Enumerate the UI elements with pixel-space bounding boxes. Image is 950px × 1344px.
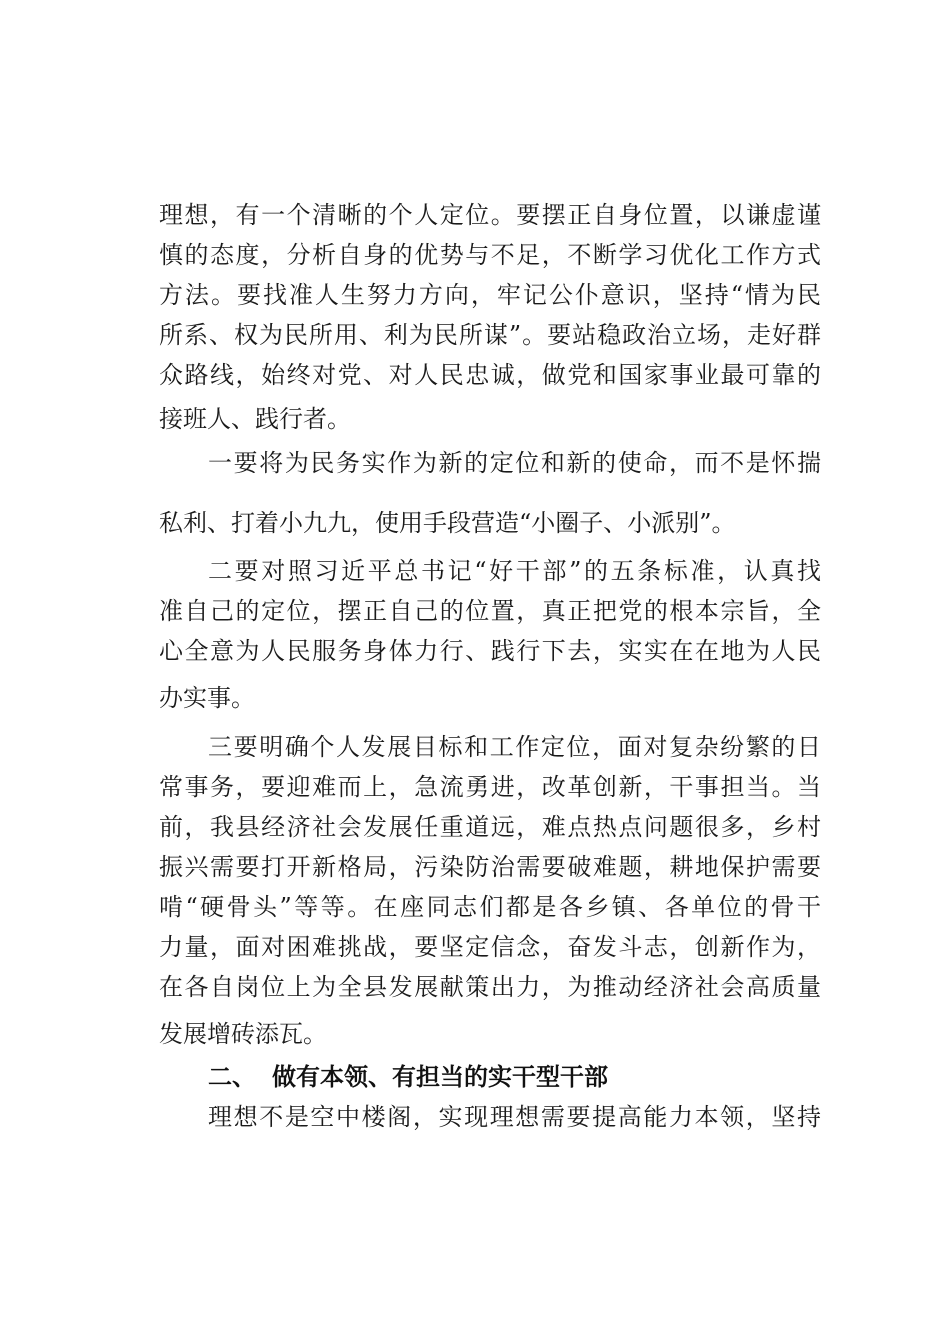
text-line: 方法。要找准人生努力方向，牢记公仆意识，坚持“情为民 xyxy=(159,281,821,309)
text-line: 一要将为民务实作为新的定位和新的使命，而不是怀揣 xyxy=(208,449,821,477)
text-line: 接班人、践行者。 xyxy=(159,405,351,433)
text-line: 所系、权为民所用、利为民所谋”。要站稳政治立场，走好群 xyxy=(159,321,821,349)
text-line: 发展增砖添瓦。 xyxy=(159,1020,327,1048)
text-line: 办实事。 xyxy=(159,684,255,712)
text-line: 啃“硬骨头”等等。在座同志们都是各乡镇、各单位的骨干 xyxy=(159,893,821,921)
text-line: 众路线，始终对党、对人民忠诚，做党和国家事业最可靠的 xyxy=(159,361,821,389)
text-line: 二要对照习近平总书记“好干部”的五条标准，认真找 xyxy=(208,557,821,585)
text-line: 准自己的定位，摆正自己的位置，真正把党的根本宗旨，全 xyxy=(159,597,821,625)
section-number: 二、 xyxy=(208,1063,256,1091)
text-line: 理想不是空中楼阁，实现理想需要提高能力本领，坚持 xyxy=(208,1103,821,1131)
text-line: 常事务，要迎难而上，急流勇进，改革创新，干事担当。当 xyxy=(159,773,821,801)
section-heading xyxy=(208,1057,608,1097)
text-line: 前，我县经济社会发展任重道远，难点热点问题很多，乡村 xyxy=(159,813,821,841)
section-title: 做有本领、有担当的实干型干部 xyxy=(272,1063,608,1091)
text-line: 在各自岗位上为全县发展献策出力，为推动经济社会高质量 xyxy=(159,973,821,1001)
text-line: 理想，有一个清晰的个人定位。要摆正自身位置，以谦虚谨 xyxy=(159,201,821,229)
text-line: 力量，面对困难挑战，要坚定信念，奋发斗志，创新作为， xyxy=(159,933,821,961)
text-line: 私利、打着小九九，使用手段营造“小圈子、小派别”。 xyxy=(159,509,736,537)
text-line: 慎的态度，分析自身的优势与不足，不断学习优化工作方式 xyxy=(159,241,821,269)
text-line: 三要明确个人发展目标和工作定位，面对复杂纷繁的日 xyxy=(208,733,821,761)
text-line: 心全意为人民服务身体力行、践行下去，实实在在地为人民 xyxy=(159,637,821,665)
text-line: 振兴需要打开新格局，污染防治需要破难题，耕地保护需要 xyxy=(159,853,821,881)
